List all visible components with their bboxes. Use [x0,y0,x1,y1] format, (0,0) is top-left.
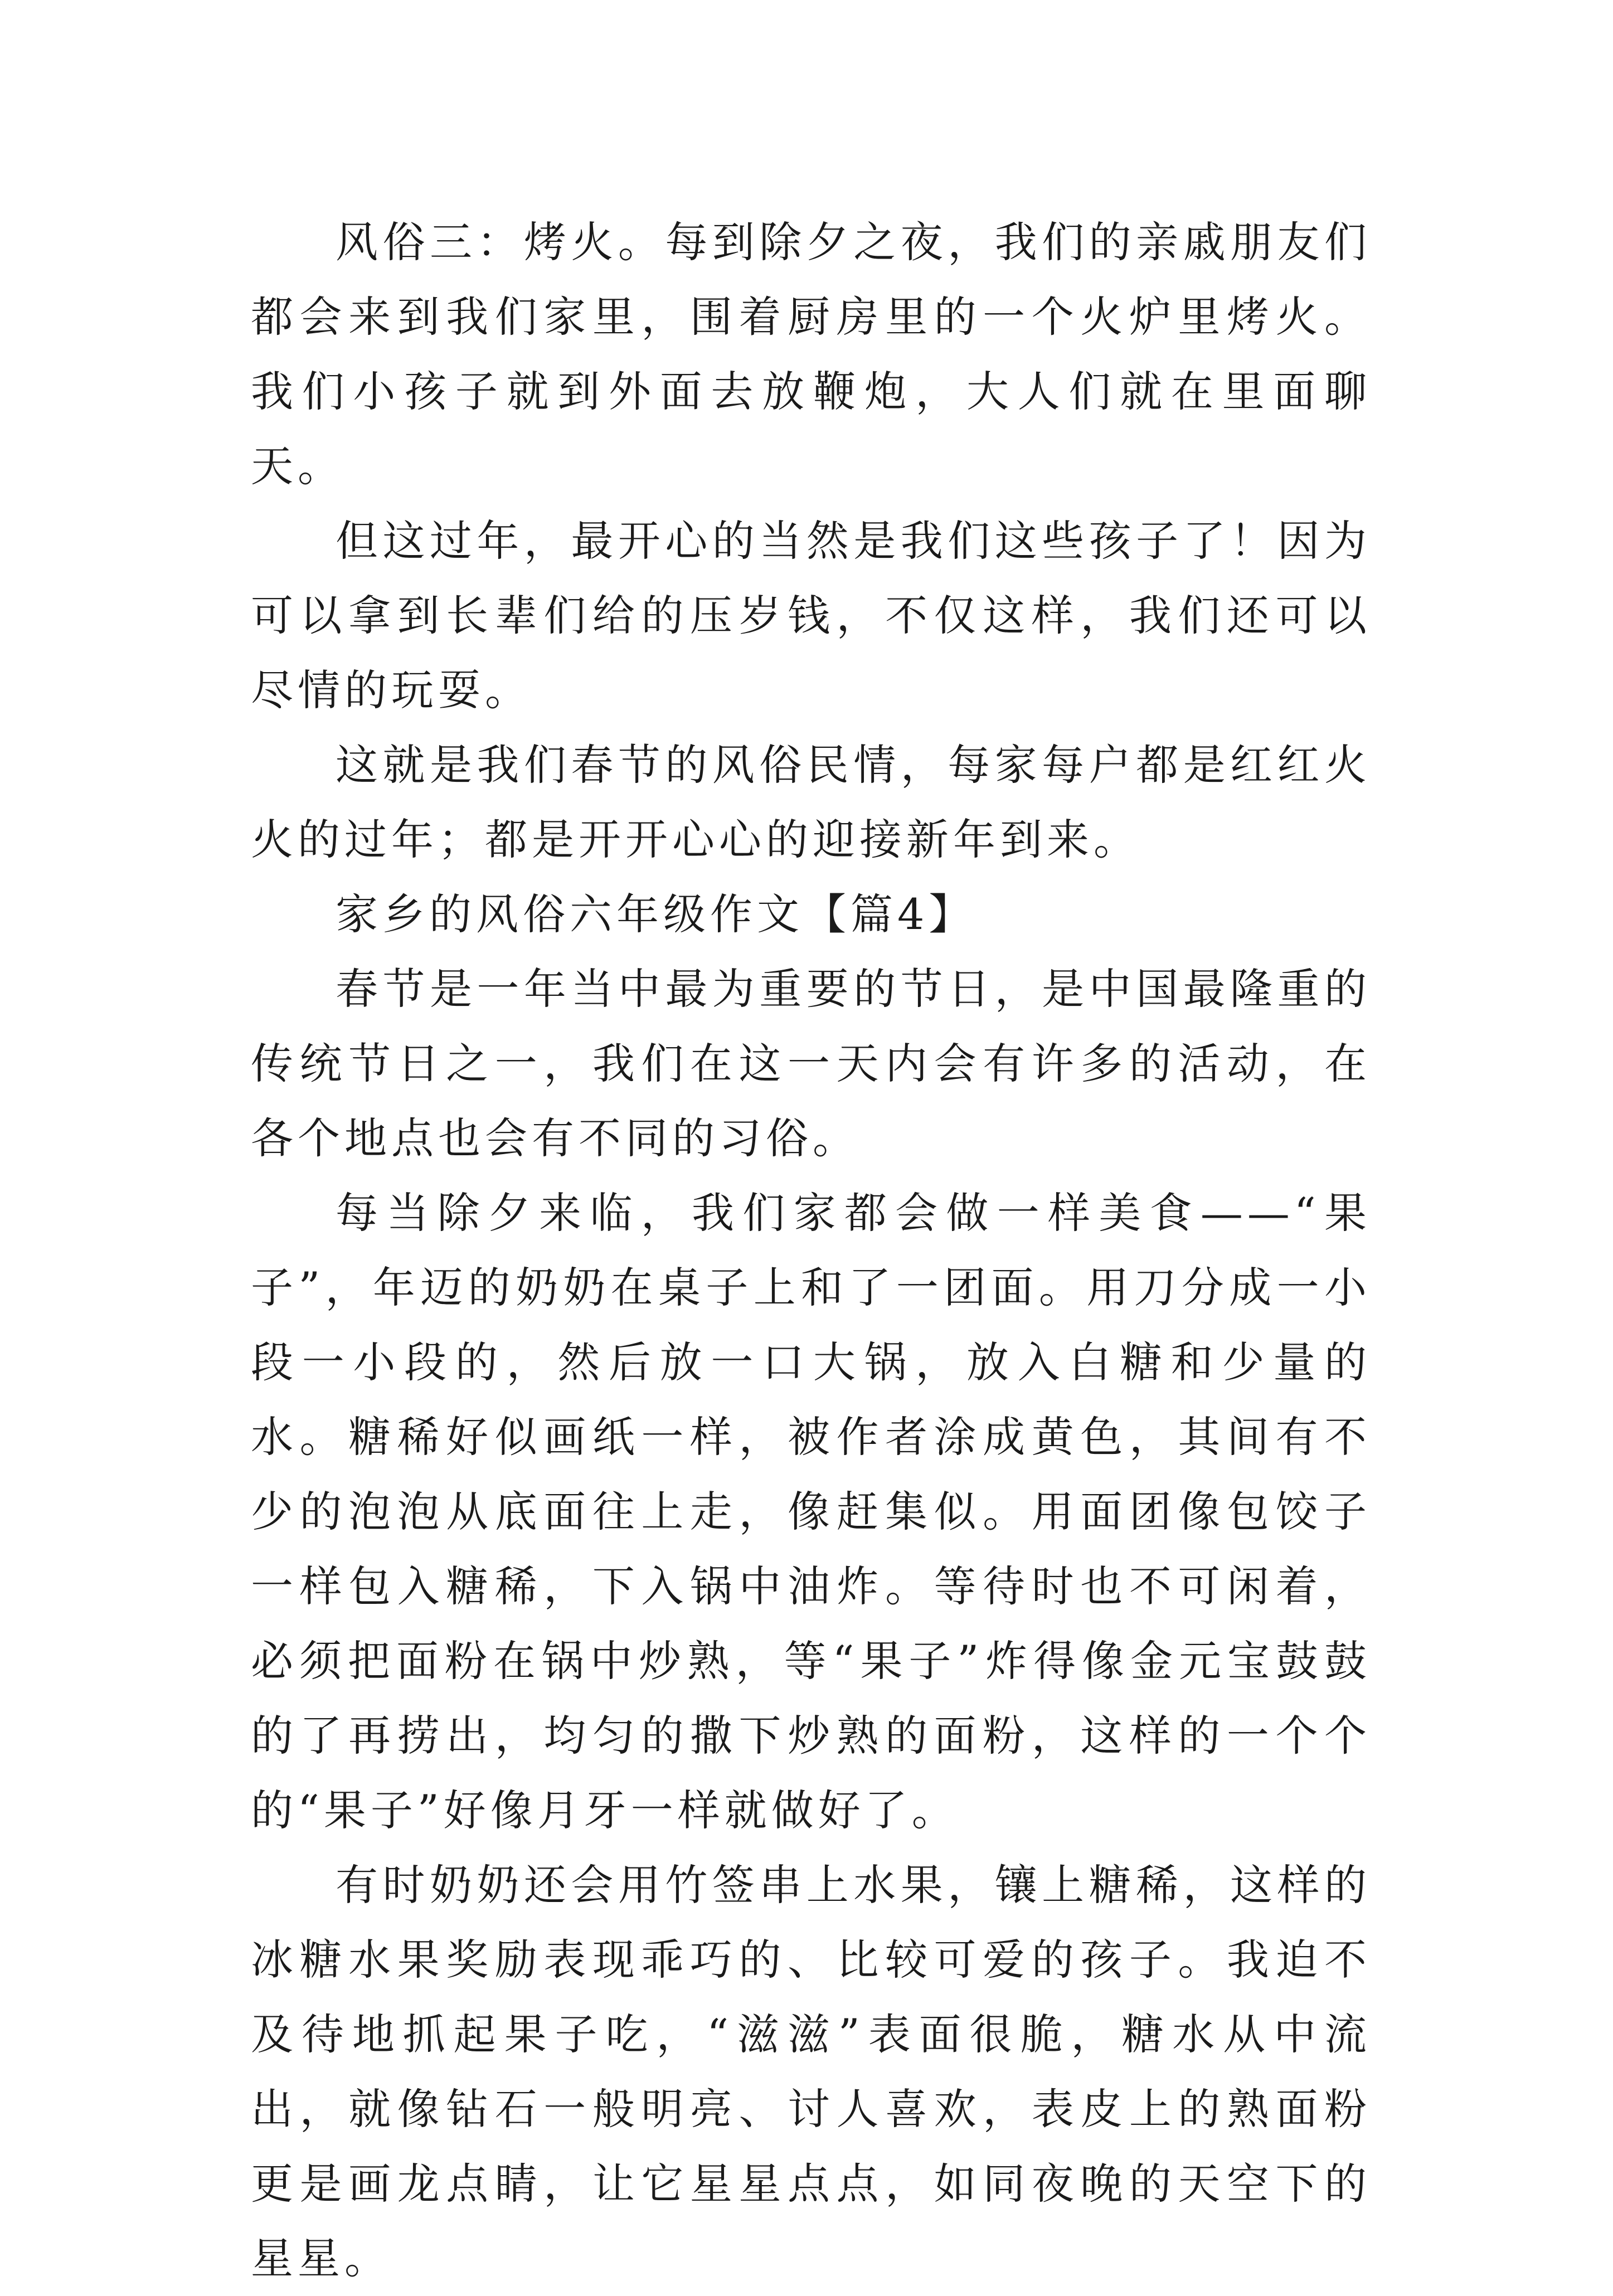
paragraph-custom-three: 风俗三：烤火。每到除夕之夜，我们的亲戚朋友们都会来到我们家里，围着厨房里的一个火炉里烤火。我们小孩子就到外面去放鞭炮，大人们就在里面聊天。 [251,217,1371,491]
paragraph-happiest-kids: 但这过年，最开心的当然是我们这些孩子了！因为可以拿到长辈们给的压岁钱，不仅这样，我们还可以尽情的玩耍。 [251,516,1371,715]
essay-heading: 家乡的风俗六年级作文【篇4】 [336,889,976,939]
paragraph-candied-fruit: 有时奶奶还会用竹签串上水果，镶上糖稀，这样的冰糖水果奖励表现乖巧的、比较可爱的孩子。我迫不及待地抓起果子吃，“滋滋”表面很脆，糖水从中流出，就像钻石一般明亮、讨人喜欢，表皮上的熟面粉更是画龙点睛，让它星星点点，如同夜晚的天空下的星星。 [251,1860,1371,2283]
document-body [251,205,1371,2296]
paragraph-spring-festival-intro: 春节是一年当中最为重要的节日，是中国最隆重的传统节日之一，我们在这一天内会有许多的活动，在各个地点也会有不同的习俗。 [251,964,1371,1163]
paragraph-guozi-making: 每当除夕来临，我们家都会做一样美食——“果子”，年迈的奶奶在桌子上和了一团面。用刀分成一小段一小段的，然后放一口大锅，放入白糖和少量的水。糖稀好似画纸一样，被作者涂成黄色，其间有不少的泡泡从底面往上走，像赶集似。用面团像包饺子一样包入糖稀，下入锅中油炸。等待时也不可闲着，必须把面粉在锅中炒熟，等“果子”炸得像金元宝鼓鼓的了再捞出，均匀的撒下炒熟的面粉，这样的一个个的“果子”好像月牙一样就做好了。 [251,1188,1371,1835]
paragraph-spring-customs: 这就是我们春节的风俗民情，每家每户都是红红火火的过年；都是开开心心的迎接新年到来。 [251,740,1371,864]
